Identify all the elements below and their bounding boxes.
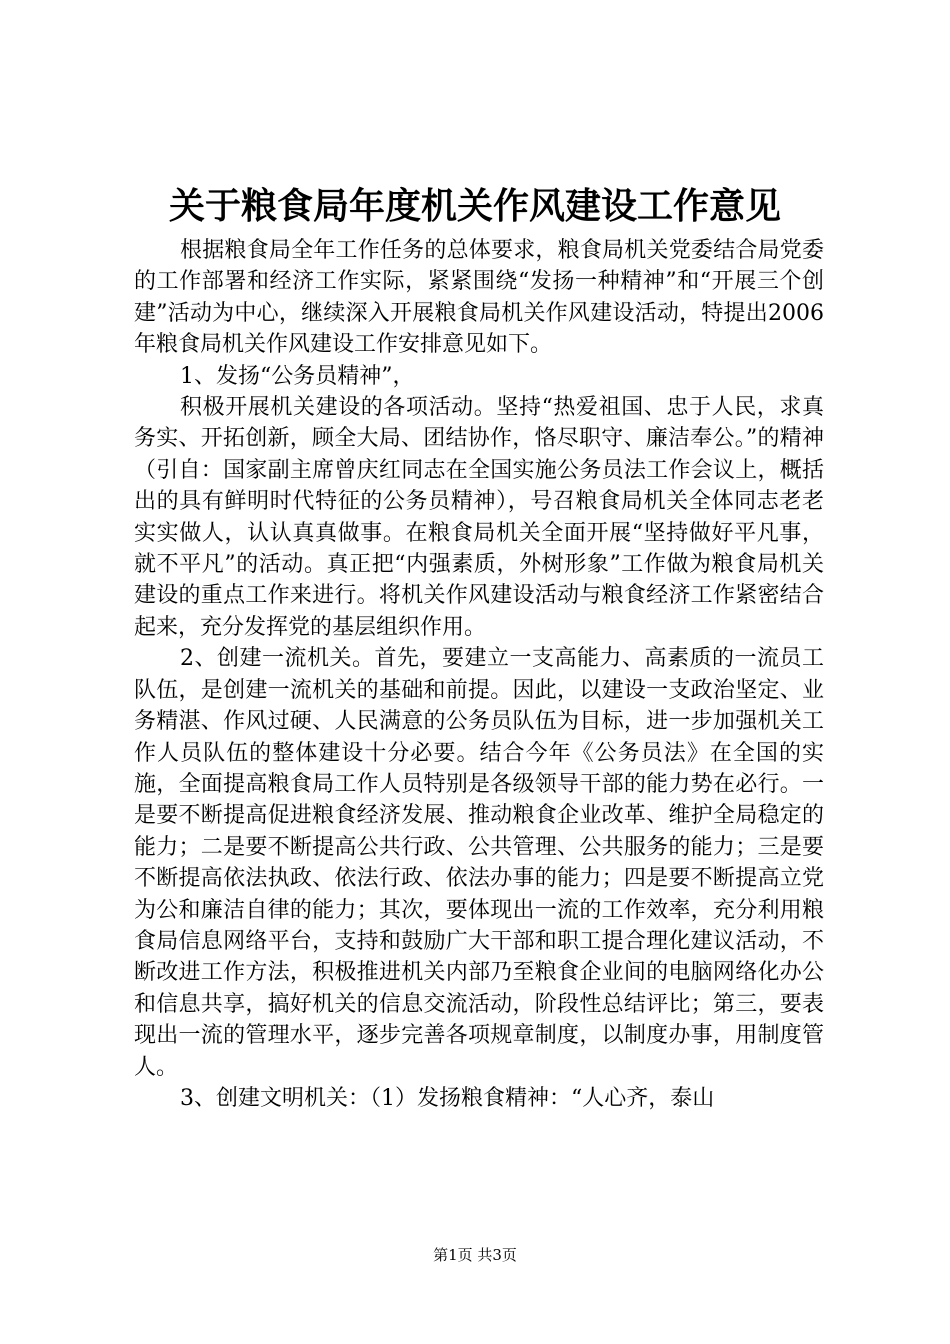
page-number-footer: 第1页 共3页 [433,1246,517,1264]
document-title: 关于粮食局年度机关作风建设工作意见 [168,185,781,227]
paragraph-item-2: 2、创建一流机关。首先，要建立一支高能力、高素质的一流员工队伍，是创建一流机关的基础和前提。因此，以建设一支政治坚定、业务精湛、作风过硬、人民满意的公务员队伍为目标，进一步加强机关工作人员队伍的整体建设十分必要。结合今年《公务员法》在全国的实施，全面提高粮食局工作人员特别是各级领导干部的能力势在必行。一是要不断提高促进粮食经济发展、推动粮食企业改革、维护全局稳定的能力；二是要不断提高公共行政、公共管理、公共服务的能力；三是要不断提高依法执政、依法行政、依法办事的能力；四是要不断提高立党为公和廉洁自律的能力；其次，要体现出一流的工作效率，充分利用粮食局信息网络平台，支持和鼓励广大干部和职工提合理化建议活动，不断改进工作方法，积极推进机关内部乃至粮食企业间的电脑网络化办公和信息共享，搞好机关的信息交流活动，阶段性总结评比；第三，要表现出一流的管理水平，逐步完善各项规章制度，以制度办事，用制度管人。 [134,646,824,1080]
paragraph-item-1-body: 积极开展机关建设的各项活动。坚持“热爱祖国、忠于人民，求真务实、开拓创新，顾全大局、团结协作，恪尽职守、廉洁奉公。”的精神（引自：国家副主席曾庆红同志在全国实施公务员法工作会议上，概括出的具有鲜明时代特征的公务员精神），号召粮食局机关全体同志老老实实做人，认认真真做事。在粮食局机关全面开展“坚持做好平凡事，就不平凡”的活动。真正把“内强素质，外树形象”工作做为粮食局机关建设的重点工作来进行。将机关作风建设活动与粮食经济工作紧密结合起来，充分发挥党的基层组织作用。 [134,395,824,640]
paragraph-item-1-heading: 1、发扬“公务员精神”， [180,363,415,389]
paragraph-item-3: 3、创建文明机关：（1）发扬粮食精神：“人心齐，泰山 [180,1085,715,1111]
document-body [134,235,824,1114]
paragraph-intro: 根据粮食局全年工作任务的总体要求，粮食局机关党委结合局党委的工作部署和经济工作实际，紧紧围绕“发扬一种精神”和“开展三个创建”活动为中心，继续深入开展粮食局机关作风建设活动，特提出2006年粮食局机关作风建设工作安排意见如下。 [134,238,824,358]
